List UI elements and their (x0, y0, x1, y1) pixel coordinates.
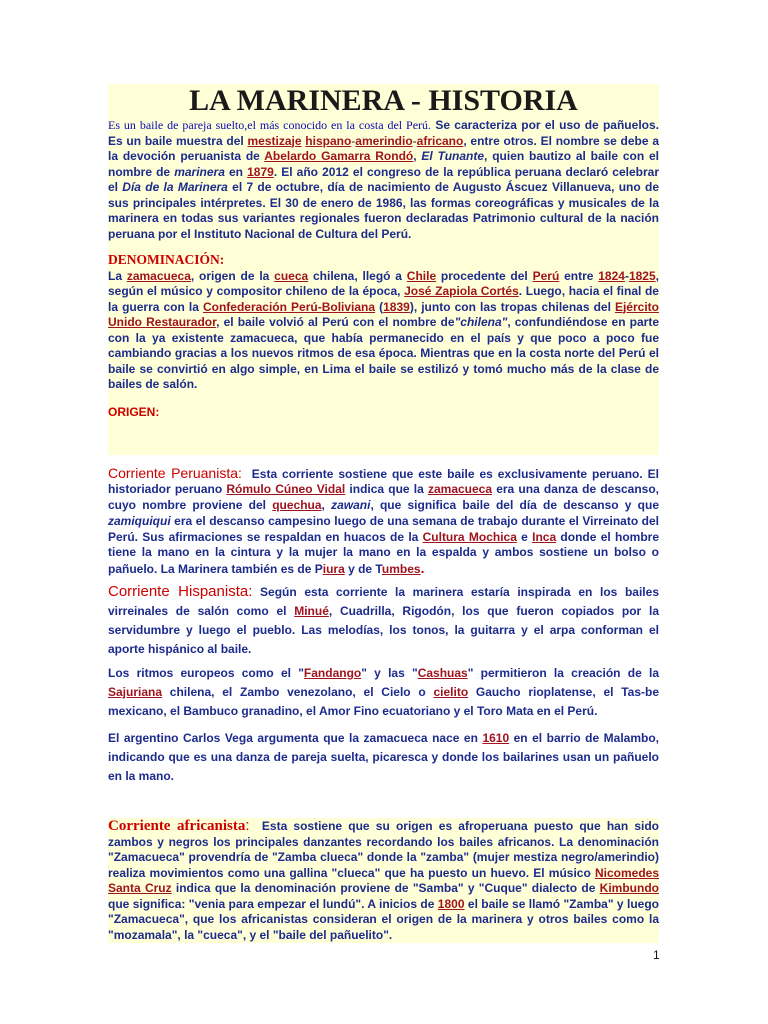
origen-heading: ORIGEN: (108, 404, 160, 419)
page-number: 1 (653, 948, 660, 962)
link-cultura-mochica[interactable]: Cultura Mochica (422, 529, 517, 544)
link-1824[interactable]: 1824 (598, 268, 625, 283)
link-1825[interactable]: 1825 (628, 268, 656, 283)
vega-paragraph: El argentino Carlos Vega argumenta que la zamacueca nace en 1610 en el barrio de Malambo, indicando que es una danza de pareja suelta, picaresca y donde los bailarines usan un pañuelo en la mano. (108, 731, 659, 784)
link-zamacueca[interactable]: zamacueca (126, 268, 191, 283)
origen-section (108, 393, 659, 455)
document-page (108, 84, 659, 943)
africanista-section: Corriente africanista: Esta sostiene que su origen es afroperuana puesto que han sido zambos y negros los principales danzantes recordando los bailes africanos. La denominación "Zamacueca" provendría de "Zamba clueca" donde la "zamba" (mujer mestiza negro/amerindio) realiza movimientos como una gallina "clueca" que ha puesto un huevo. El músico Nicomedes Santa Cruz indica que la denominación proviene de "Samba" y "Cuque" dialecto de Kimbundo que significa: "venia para empezar el lundú". A inicios de 1800 el baile se llamó "Zamba" y luego "Zamacueca", que los africanistas consideran el origen de la marinera y otros bailes como la "mozamala", la "cueca", y el "baile del pañuelito". (108, 817, 659, 942)
page-title: LA MARINERA - HISTORIA (108, 84, 659, 118)
ritmos-paragraph: Los ritmos europeos como el "Fandango" y las "Cashuas" permitieron la creación de la Sajuriana chilena, el Zambo venezolano, el Cielo o cielito Gaucho rioplatense, el Tas-be mexicano, el Bambuco granadino, el Amor Fino ecuatoriano y el Toro Mata en el Perú. (108, 666, 660, 719)
peruanista-heading: Corriente Peruanista (108, 464, 238, 481)
link-1879[interactable]: 1879 (247, 164, 274, 179)
link-romulo-cuneo[interactable]: Rómulo Cúneo Vidal (226, 482, 346, 497)
link-jose-zapiola[interactable]: José Zapiola Cortés (404, 284, 519, 298)
link-kimbundo[interactable]: Kimbundo (599, 881, 659, 896)
link-quechua[interactable]: quechua (272, 498, 322, 513)
link-mestizaje[interactable]: mestizaje (247, 133, 302, 148)
hispanista-heading: Corriente Hispanista (108, 583, 249, 601)
link-cueca[interactable]: cueca (274, 268, 309, 283)
link-confederacion[interactable]: Confederación Perú-Boliviana (202, 299, 376, 314)
hispanista-section: Corriente Hispanista: Según esta corriente la marinera estaría inspirada en los bailes virreinales de salón como el Minué, Cuadrilla, Rigodón, los que fueron copiados por la servidumbre y luego el pueblo. Las melodías, los tonos, la guitarra y el arpa conforman el aporte hispánico al baile. (108, 583, 659, 657)
link-chile[interactable]: Chile (406, 268, 437, 283)
link-africano[interactable]: africano (416, 133, 464, 148)
intro-lead: Es un baile de pareja suelto,el más conocido en la costa del Perú. (108, 118, 432, 132)
intro-paragraph: Es un baile de pareja suelto,el más conocido en la costa del Perú. Se caracteriza por el uso de pañuelos. Es un baile muestra del mestizaje hispano-amerindio-africano, entre otros. El nombre se debe a la devoción peruanista de Abelardo Gamarra Rondó, El Tunante, quien bautizo al baile con el nombre de marinera en 1879. El año 2012 el congreso de la república peruana declaró celebrar el Día de la Marinera el 7 de octubre, día de nacimiento de Augusto Áscuez Villanueva, uno de sus principales intérpretes. El 30 de enero de 1986, las formas coreográficas y musicales de la marinera en todas sus variantes regionales fueron declaradas Patrimonio cultural de la nación peruana por el Instituto Nacional de Cultura del Perú. (108, 118, 660, 241)
link-tumbes[interactable]: umbes (381, 562, 421, 577)
link-cielito[interactable]: cielito (433, 685, 469, 700)
link-zamacueca-2[interactable]: zamacueca (427, 482, 493, 497)
peruanista-section: Corriente Peruanista: Esta corriente sostiene que este baile es exclusivamente peruano. El historiador peruano Rómulo Cúneo Vidal indica que la zamacueca era una danza de descanso, cuyo nombre proviene del quechua, zawani, que significa baile del día de descanso y que zamiquiqui era el descanso campesino luego de una semana de trabajo durante el Virreinato del Perú. Sus afirmaciones se respaldan en huacos de la Cultura Mochica e Inca donde el hombre tiene la mano en la cintura y la mujer la mano en la espalda y ambos sostiene un bolso o pañuelo. La Marinera también es de Piura y de Tumbes. (108, 464, 660, 577)
link-1839[interactable]: 1839 (383, 299, 410, 314)
link-ejercito-unido[interactable]: Ejército Unido Restaurador (108, 299, 659, 329)
link-hispano[interactable]: hispano (305, 133, 352, 148)
link-amerindio[interactable]: amerindio (355, 133, 413, 148)
link-fandango[interactable]: Fandango (303, 666, 362, 681)
link-1610[interactable]: 1610 (482, 731, 510, 746)
denominacion-heading: DENOMINACIÓN: (108, 252, 225, 267)
link-abelardo-gamarra[interactable]: Abelardo Gamarra Rondó (264, 149, 414, 163)
link-peru[interactable]: Perú (532, 268, 560, 283)
denominacion-section: DENOMINACIÓN: La zamacueca, origen de la cueca chilena, llegó a Chile procedente del Perú entre 1824-1825, según el músico y compositor chileno de la época, José Zapiola Cortés. Luego, hacia el final de la guerra con la Confederación Perú-Boliviana (1839), junto con las tropas chilenas del Ejército Unido Restaurador, el baile volvió al Perú con el nombre de"chilena", confundiéndose en parte con la ya existente zamacueca, que había permanecido en el país y que poco a poco fue cambiando gracias a los nuevos ritmos de esa época. Mientras que en la costa norte del Perú el baile se convirtió en algo simple, en Lima el baile se estilizó y tomó mucho más de la clase de bailes de salón. (108, 252, 660, 391)
link-cashuas[interactable]: Cashuas (417, 666, 468, 681)
africanista-heading: Corriente africanista (108, 818, 246, 835)
link-piura[interactable]: iura (322, 562, 345, 577)
link-inca[interactable]: Inca (532, 529, 557, 544)
link-1800[interactable]: 1800 (437, 896, 465, 911)
link-sajuriana[interactable]: Sajuriana (108, 685, 163, 700)
link-minue[interactable]: Minué (294, 604, 329, 619)
link-nicomedes[interactable]: Nicomedes Santa Cruz (108, 865, 659, 896)
